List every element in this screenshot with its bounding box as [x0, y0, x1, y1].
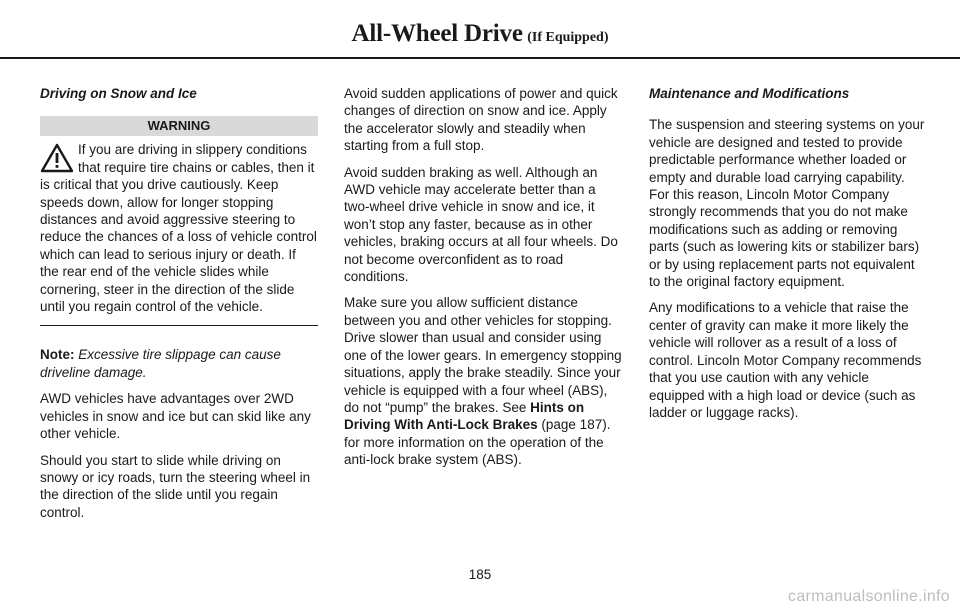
warning-box — [40, 141, 318, 315]
paragraph-suspension: The suspension and steering systems on your vehicle are designed and tested to provide predictable performance whether loaded or empty and durable load carrying capability. For this reason, Lincoln Motor Company strongly recommends that you do not make modifications such as adding or removing parts (such as lowering kits or stabilizer bars) or by using replacement parts not equivalent to the original factory equipment. — [649, 117, 925, 290]
paragraph-awd-advantages: AWD vehicles have advantages over 2WD vehicles in snow and ice but can skid like any other vehicle. — [40, 391, 311, 442]
header-divider — [0, 57, 960, 59]
note-label: Note: — [40, 347, 75, 363]
paragraph-distance-tail: (page 187). for more information on the operation of the anti-lock brake system (ABS). — [344, 417, 611, 468]
paragraph-slide: Should you start to slide while driving on snowy or icy roads, turn the steering wheel in the direction of the slide until you regain control. — [40, 452, 311, 520]
page-header — [0, 20, 960, 48]
column-left — [40, 85, 318, 530]
warning-text: If you are driving in slippery conditions that require tire chains or cables, then it is critical that you drive cautiously. Keep speeds down, allow for longer stopping distances and avoid aggressive steering to reduce the chances of a loss of vehicle control which can lead to serious injury or death. If the rear end of the vehicle slides while cornering, steer in the direction of the slide until you regain control of the vehicle. — [40, 142, 317, 315]
cross-reference-link[interactable]: Hints on Driving With Anti-Lock Brakes — [344, 399, 585, 433]
note-text: Excessive tire slippage can cause driveline damage. — [40, 347, 281, 380]
column-right — [649, 85, 927, 430]
warning-banner: WARNING — [40, 116, 318, 136]
paragraph-avoid-power: Avoid sudden applications of power and quick changes of direction on snow and ice. Apply the accelerator slowly and steadily when starting from a full stop. — [344, 86, 618, 154]
paragraph-modifications: Any modifications to a vehicle that raise the center of gravity can make it more likely the vehicle will rollover as a result of a loss of control. Lincoln Motor Company recommends that you use caution with any vehicle equipped with a high load or device (such as ladder or luggage racks). — [649, 300, 922, 420]
column-middle — [344, 85, 622, 478]
watermark: carmanualsonline.info — [788, 588, 950, 605]
paragraph-distance-text: Make sure you allow sufficient distance between you and other vehicles for stopping. Drive slower than usual and consider using one of the lower gears. In emergency stopping situations, apply the brake steadily. Since your vehicle is equipped with a four wheel (ABS), do not “pump” the brakes. See — [344, 295, 622, 415]
warning-divider — [40, 325, 318, 326]
page-title: All-Wheel Drive — [351, 20, 523, 47]
section-heading-snow-ice: Driving on Snow and Ice — [40, 86, 197, 101]
section-heading-maintenance: Maintenance and Modifications — [649, 86, 850, 101]
paragraph-distance — [344, 294, 622, 468]
note-paragraph — [40, 346, 318, 381]
page-subtitle: (If Equipped) — [527, 30, 609, 45]
page-number: 185 — [468, 567, 492, 582]
warning-triangle-icon — [40, 143, 74, 173]
paragraph-avoid-braking: Avoid sudden braking as well. Although an AWD vehicle may accelerate better than a two-wheel drive vehicle in snow and ice, it won’t stop any faster, because as in other vehicles, braking occurs at all four wheels. Do not become overconfident as to road conditions. — [344, 164, 618, 285]
